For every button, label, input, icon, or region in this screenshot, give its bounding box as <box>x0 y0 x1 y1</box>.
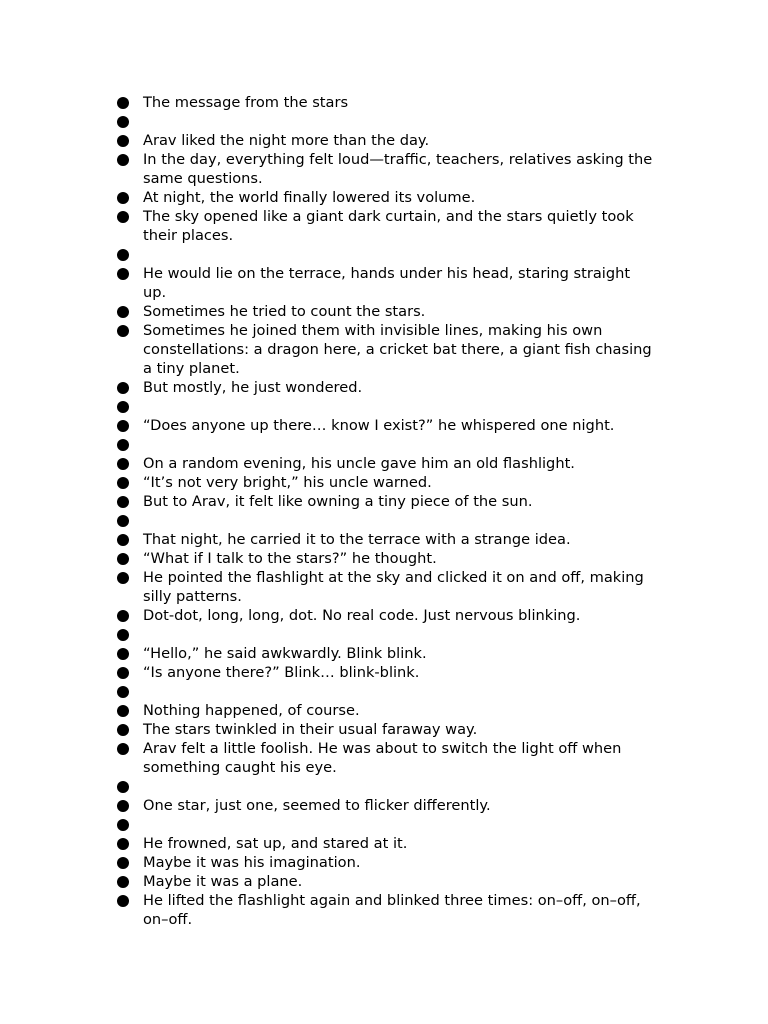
list-item <box>116 834 656 853</box>
bullet-dot-icon <box>117 705 129 717</box>
list-item <box>116 112 656 131</box>
bullet-dot-icon <box>117 306 129 318</box>
list-item-text: In the day, everything felt loud—traffic, teachers, relatives asking the same questions. <box>143 151 653 187</box>
list-item <box>116 606 656 625</box>
list-item <box>116 416 656 435</box>
bullet-dot-icon <box>117 154 129 166</box>
bullet-dot-icon <box>117 458 129 470</box>
bullet-dot-icon <box>117 135 129 147</box>
list-item-text: He frowned, sat up, and stared at it. <box>143 835 408 852</box>
bullet-dot-icon <box>117 496 129 508</box>
bullet-dot-icon <box>117 629 129 641</box>
list-item <box>116 321 656 378</box>
bullet-dot-icon <box>117 116 129 128</box>
list-item <box>116 853 656 872</box>
list-item-text: The sky opened like a giant dark curtain, and the stars quietly took their places. <box>143 208 634 244</box>
bullet-dot-icon <box>117 515 129 527</box>
list-item <box>116 891 656 929</box>
list-item <box>116 150 656 188</box>
list-item <box>116 511 656 530</box>
list-item <box>116 188 656 207</box>
bullet-dot-icon <box>117 838 129 850</box>
bullet-dot-icon <box>117 572 129 584</box>
list-item-text: He lifted the flashlight again and blinked three times: on–off, on–off, on–off. <box>143 892 641 928</box>
list-item <box>116 739 656 777</box>
bullet-dot-icon <box>117 97 129 109</box>
list-item <box>116 682 656 701</box>
bullet-list <box>116 93 656 929</box>
list-item-text: At night, the world finally lowered its volume. <box>143 189 476 206</box>
list-item-text: Sometimes he tried to count the stars. <box>143 303 426 320</box>
bullet-dot-icon <box>117 857 129 869</box>
list-item <box>116 872 656 891</box>
bullet-dot-icon <box>117 477 129 489</box>
list-item <box>116 454 656 473</box>
bullet-dot-icon <box>117 895 129 907</box>
list-item-text: But mostly, he just wondered. <box>143 379 363 396</box>
list-item <box>116 93 656 112</box>
list-item <box>116 644 656 663</box>
list-item-text: “Hello,” he said awkwardly. Blink blink. <box>143 645 427 662</box>
list-item-text: One star, just one, seemed to flicker differently. <box>143 797 491 814</box>
list-item <box>116 245 656 264</box>
list-item <box>116 796 656 815</box>
bullet-dot-icon <box>117 781 129 793</box>
list-item <box>116 302 656 321</box>
list-item <box>116 378 656 397</box>
bullet-dot-icon <box>117 686 129 698</box>
list-item <box>116 568 656 606</box>
bullet-dot-icon <box>117 401 129 413</box>
list-item-text: Arav felt a little foolish. He was about to switch the light off when something caught his eye. <box>143 740 622 776</box>
list-item-text: He would lie on the terrace, hands under his head, staring straight up. <box>143 265 631 301</box>
list-item <box>116 207 656 245</box>
bullet-dot-icon <box>117 800 129 812</box>
bullet-dot-icon <box>117 610 129 622</box>
list-item <box>116 397 656 416</box>
list-item <box>116 701 656 720</box>
list-item-text: Nothing happened, of course. <box>143 702 360 719</box>
bullet-dot-icon <box>117 439 129 451</box>
bullet-dot-icon <box>117 268 129 280</box>
list-item-text: “Is anyone there?” Blink… blink-blink. <box>143 664 420 681</box>
list-item-text: “It’s not very bright,” his uncle warned. <box>143 474 432 491</box>
bullet-dot-icon <box>117 876 129 888</box>
bullet-dot-icon <box>117 667 129 679</box>
list-item-text: The stars twinkled in their usual faraway way. <box>143 721 478 738</box>
bullet-dot-icon <box>117 325 129 337</box>
list-item-text: Maybe it was a plane. <box>143 873 303 890</box>
list-item <box>116 473 656 492</box>
bullet-dot-icon <box>117 553 129 565</box>
list-item-text: On a random evening, his uncle gave him an old flashlight. <box>143 455 575 472</box>
list-item <box>116 625 656 644</box>
list-item <box>116 663 656 682</box>
list-item <box>116 264 656 302</box>
bullet-dot-icon <box>117 211 129 223</box>
bullet-dot-icon <box>117 420 129 432</box>
list-item-text: That night, he carried it to the terrace with a strange idea. <box>143 531 571 548</box>
list-item <box>116 492 656 511</box>
bullet-dot-icon <box>117 192 129 204</box>
list-item-text: But to Arav, it felt like owning a tiny piece of the sun. <box>143 493 533 510</box>
list-item <box>116 815 656 834</box>
list-item-text: He pointed the flashlight at the sky and clicked it on and off, making silly patterns. <box>143 569 644 605</box>
list-item <box>116 777 656 796</box>
list-item-text: Sometimes he joined them with invisible lines, making his own constellations: a dragon here, a cricket bat there, a giant fish chasing a tiny planet. <box>143 322 652 377</box>
list-item-text: Maybe it was his imagination. <box>143 854 361 871</box>
list-item <box>116 530 656 549</box>
list-item-text: Dot-dot, long, long, dot. No real code. Just nervous blinking. <box>143 607 581 624</box>
bullet-dot-icon <box>117 249 129 261</box>
bullet-dot-icon <box>117 534 129 546</box>
list-item-text: Arav liked the night more than the day. <box>143 132 430 149</box>
bullet-dot-icon <box>117 743 129 755</box>
bullet-dot-icon <box>117 724 129 736</box>
bullet-dot-icon <box>117 648 129 660</box>
list-item-text: “What if I talk to the stars?” he thought. <box>143 550 437 567</box>
list-item <box>116 435 656 454</box>
bullet-dot-icon <box>117 819 129 831</box>
bullet-dot-icon <box>117 382 129 394</box>
list-item <box>116 720 656 739</box>
list-item <box>116 549 656 568</box>
list-item-text: “Does anyone up there… know I exist?” he whispered one night. <box>143 417 615 434</box>
list-item <box>116 131 656 150</box>
list-item-text: The message from the stars <box>143 94 349 111</box>
